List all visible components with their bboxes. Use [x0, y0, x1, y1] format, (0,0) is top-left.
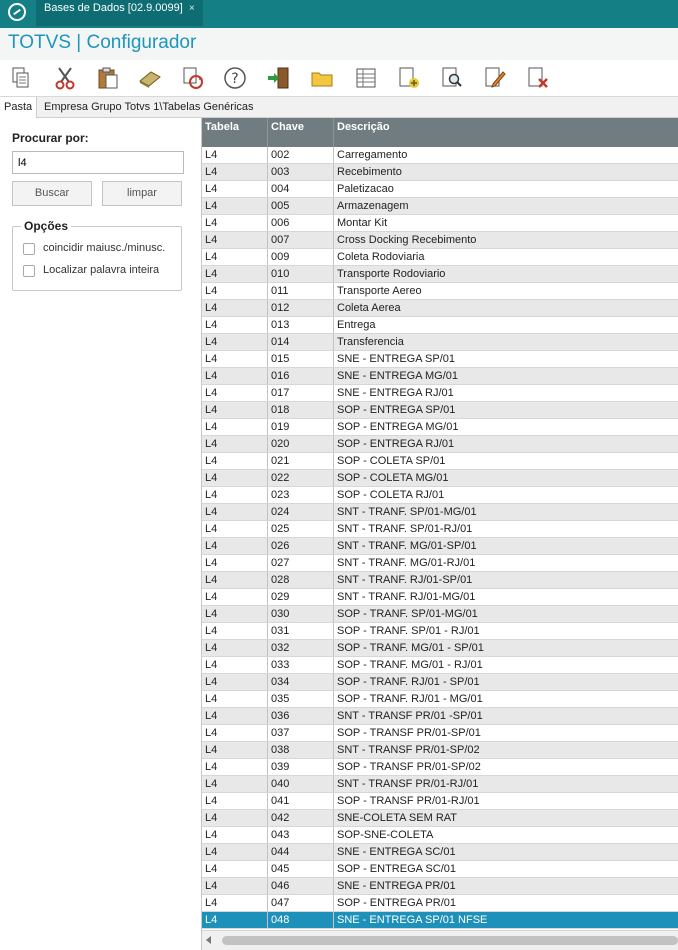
cell-chave: 036 [268, 708, 334, 724]
table-row[interactable] [202, 555, 678, 572]
cell-chave: 010 [268, 266, 334, 282]
match-case-label: coincidir maiusc./minusc. [43, 242, 166, 254]
cell-chave: 019 [268, 419, 334, 435]
cell-descricao: SOP - TRANF. RJ/01 - MG/01 [337, 693, 483, 705]
table-row[interactable] [202, 521, 678, 538]
cell-descricao: SNT - TRANF. MG/01-RJ/01 [337, 557, 476, 569]
tab-bases-de-dados[interactable] [36, 0, 203, 26]
cell-descricao: SNT - TRANSF PR/01-RJ/01 [337, 778, 479, 790]
search-input[interactable] [12, 151, 184, 174]
cell-tabela: L4 [202, 895, 268, 911]
cell-chave: 038 [268, 742, 334, 758]
cell-descricao: SOP - TRANF. SP/01 - RJ/01 [337, 625, 480, 637]
cell-tabela: L4 [202, 640, 268, 656]
cell-descricao: SOP - TRANSF PR/01-SP/02 [337, 761, 481, 773]
table-row[interactable] [202, 351, 678, 368]
cell-tabela: L4 [202, 453, 268, 469]
cell-tabela: L4 [202, 368, 268, 384]
cell-tabela: L4 [202, 521, 268, 537]
cell-descricao: SOP - TRANF. MG/01 - RJ/01 [337, 659, 483, 671]
cell-tabela: L4 [202, 708, 268, 724]
table-row[interactable] [202, 470, 678, 487]
cell-descricao: SOP - COLETA MG/01 [337, 472, 449, 484]
cell-chave: 033 [268, 657, 334, 673]
table-row[interactable] [202, 895, 678, 912]
table-row[interactable] [202, 402, 678, 419]
table-row[interactable] [202, 249, 678, 266]
table-row[interactable] [202, 912, 678, 929]
cell-chave: 003 [268, 164, 334, 180]
cell-chave: 013 [268, 317, 334, 333]
cell-tabela: L4 [202, 249, 268, 265]
cell-chave: 021 [268, 453, 334, 469]
cell-descricao: SOP - TRANSF PR/01-RJ/01 [337, 795, 480, 807]
cell-chave: 040 [268, 776, 334, 792]
table-row[interactable] [202, 385, 678, 402]
cell-chave: 018 [268, 402, 334, 418]
cell-descricao: Montar Kit [337, 217, 388, 229]
cell-chave: 011 [268, 283, 334, 299]
cell-tabela: L4 [202, 572, 268, 588]
cell-descricao: SNT - TRANF. SP/01-RJ/01 [337, 523, 473, 535]
cell-chave: 002 [268, 147, 334, 163]
cell-tabela: L4 [202, 691, 268, 707]
cell-chave: 025 [268, 521, 334, 537]
table-row[interactable] [202, 419, 678, 436]
cell-chave: 048 [268, 912, 334, 928]
cell-chave: 023 [268, 487, 334, 503]
tab-pasta[interactable]: Pasta [0, 97, 37, 118]
table-row[interactable] [202, 147, 678, 164]
cell-descricao: SNT - TRANF. RJ/01-MG/01 [337, 591, 476, 603]
table-row[interactable] [202, 334, 678, 351]
cell-chave: 009 [268, 249, 334, 265]
cell-tabela: L4 [202, 504, 268, 520]
table-row[interactable] [202, 300, 678, 317]
grid-body [202, 147, 678, 929]
toolbar [0, 60, 678, 96]
table-row[interactable] [202, 691, 678, 708]
whole-word-checkbox[interactable] [23, 264, 183, 278]
cell-tabela: L4 [202, 878, 268, 894]
cell-descricao: SNT - TRANF. MG/01-SP/01 [337, 540, 477, 552]
cell-chave: 047 [268, 895, 334, 911]
table-row[interactable] [202, 810, 678, 827]
cell-descricao: SNT - TRANF. RJ/01-SP/01 [337, 574, 473, 586]
table-row[interactable] [202, 487, 678, 504]
table-row[interactable] [202, 283, 678, 300]
cell-chave: 007 [268, 232, 334, 248]
cell-descricao: SOP - TRANF. MG/01 - SP/01 [337, 642, 484, 654]
cell-tabela: L4 [202, 266, 268, 282]
scroll-thumb[interactable] [222, 936, 678, 945]
column-header-tabela[interactable]: Tabela [202, 118, 268, 147]
cell-chave: 032 [268, 640, 334, 656]
grid-header [202, 118, 678, 147]
cell-tabela: L4 [202, 436, 268, 452]
cell-descricao: SNT - TRANSF PR/01 -SP/01 [337, 710, 483, 722]
cell-descricao: SOP - ENTREGA RJ/01 [337, 438, 455, 450]
table-row[interactable] [202, 436, 678, 453]
cell-descricao: Paletizacao [337, 183, 394, 195]
cell-descricao: SOP - COLETA RJ/01 [337, 489, 445, 501]
cell-descricao: SOP - TRANF. SP/01-MG/01 [337, 608, 478, 620]
cell-chave: 006 [268, 215, 334, 231]
cell-tabela: L4 [202, 861, 268, 877]
totvs-logo-icon [8, 3, 26, 21]
cell-descricao: Transporte Aereo [337, 285, 422, 297]
table-row[interactable] [202, 759, 678, 776]
cell-tabela: L4 [202, 674, 268, 690]
cell-tabela: L4 [202, 351, 268, 367]
cell-descricao: SNE - ENTREGA PR/01 [337, 880, 456, 892]
cell-tabela: L4 [202, 589, 268, 605]
table-row[interactable] [202, 844, 678, 861]
copy-icon[interactable] [8, 65, 34, 91]
cell-chave: 031 [268, 623, 334, 639]
table-row[interactable] [202, 453, 678, 470]
table-row[interactable] [202, 742, 678, 759]
buscar-button[interactable]: Buscar [12, 181, 92, 206]
table-row[interactable] [202, 793, 678, 810]
whole-word-label: Localizar palavra inteira [43, 264, 160, 276]
cell-tabela: L4 [202, 827, 268, 843]
scroll-left-icon[interactable] [206, 936, 211, 944]
cell-chave: 014 [268, 334, 334, 350]
cell-descricao: SNE-COLETA SEM RAT [337, 812, 458, 824]
cell-tabela: L4 [202, 606, 268, 622]
eraser-icon[interactable] [137, 65, 163, 91]
view-record-icon[interactable] [439, 65, 465, 91]
table-row[interactable] [202, 708, 678, 725]
cell-descricao: SNE - ENTREGA SP/01 NFSE [337, 914, 488, 926]
cell-tabela: L4 [202, 759, 268, 775]
match-case-checkbox[interactable] [23, 242, 183, 256]
cell-chave: 028 [268, 572, 334, 588]
cell-descricao: Cross Docking Recebimento [337, 234, 477, 246]
table-row[interactable] [202, 657, 678, 674]
cell-descricao: SOP - ENTREGA SP/01 [337, 404, 456, 416]
horizontal-scrollbar[interactable] [202, 930, 678, 950]
new-record-icon[interactable] [396, 65, 422, 91]
cell-chave: 022 [268, 470, 334, 486]
search-label: Procurar por: [12, 131, 89, 145]
cell-chave: 041 [268, 793, 334, 809]
cell-tabela: L4 [202, 283, 268, 299]
table-row[interactable] [202, 674, 678, 691]
cell-tabela: L4 [202, 776, 268, 792]
title-bar [0, 0, 678, 28]
cell-chave: 016 [268, 368, 334, 384]
cell-descricao: Coleta Aerea [337, 302, 401, 314]
cell-chave: 005 [268, 198, 334, 214]
cell-chave: 029 [268, 589, 334, 605]
cell-tabela: L4 [202, 725, 268, 741]
cell-chave: 039 [268, 759, 334, 775]
cell-tabela: L4 [202, 232, 268, 248]
opcoes-title: Opções [21, 219, 71, 233]
cell-tabela: L4 [202, 198, 268, 214]
cell-chave: 017 [268, 385, 334, 401]
cell-tabela: L4 [202, 844, 268, 860]
cell-chave: 024 [268, 504, 334, 520]
checkbox-box[interactable] [23, 243, 35, 255]
cell-chave: 015 [268, 351, 334, 367]
table-row[interactable] [202, 198, 678, 215]
cell-tabela: L4 [202, 470, 268, 486]
table-row[interactable] [202, 368, 678, 385]
cell-descricao: SNE - ENTREGA SP/01 [337, 353, 455, 365]
cell-descricao: Carregamento [337, 149, 408, 161]
cell-chave: 034 [268, 674, 334, 690]
svg-text:?: ? [231, 71, 239, 87]
table-row[interactable] [202, 640, 678, 657]
cell-descricao: Armazenagem [337, 200, 409, 212]
table-row[interactable] [202, 589, 678, 606]
exit-icon[interactable] [266, 65, 292, 91]
table-row[interactable] [202, 572, 678, 589]
cell-descricao: Coleta Rodoviaria [337, 251, 425, 263]
column-header-chave[interactable]: Chave [268, 118, 334, 147]
cell-descricao: SOP - TRANSF PR/01-SP/01 [337, 727, 481, 739]
cell-descricao: SNT - TRANF. SP/01-MG/01 [337, 506, 477, 518]
cell-chave: 042 [268, 810, 334, 826]
cell-chave: 045 [268, 861, 334, 877]
cell-descricao: Recebimento [337, 166, 402, 178]
table-row[interactable] [202, 878, 678, 895]
tab-label: Bases de Dados [02.9.0099] [44, 2, 183, 14]
results-grid [202, 118, 678, 930]
cell-descricao: SOP - COLETA SP/01 [337, 455, 446, 467]
cell-tabela: L4 [202, 657, 268, 673]
cell-tabela: L4 [202, 419, 268, 435]
column-header-descricao[interactable]: Descrição [337, 121, 390, 133]
cell-tabela: L4 [202, 385, 268, 401]
table-row[interactable] [202, 776, 678, 793]
cell-descricao: Entrega [337, 319, 376, 331]
table-row[interactable] [202, 538, 678, 555]
table-row[interactable] [202, 164, 678, 181]
table-row[interactable] [202, 725, 678, 742]
cell-descricao: SOP - TRANF. RJ/01 - SP/01 [337, 676, 480, 688]
edit-record-icon[interactable] [482, 65, 508, 91]
cell-tabela: L4 [202, 623, 268, 639]
refresh-icon[interactable] [180, 65, 206, 91]
cell-chave: 044 [268, 844, 334, 860]
table-row[interactable] [202, 317, 678, 334]
folder-icon[interactable] [309, 65, 335, 91]
cell-tabela: L4 [202, 147, 268, 163]
cell-descricao: SOP - ENTREGA MG/01 [337, 421, 459, 433]
cell-chave: 012 [268, 300, 334, 316]
app-header [0, 28, 678, 60]
cell-tabela: L4 [202, 402, 268, 418]
cell-tabela: L4 [202, 538, 268, 554]
cell-tabela: L4 [202, 215, 268, 231]
table-row[interactable] [202, 504, 678, 521]
opcoes-group [12, 219, 182, 291]
cell-chave: 046 [268, 878, 334, 894]
table-icon[interactable] [353, 65, 379, 91]
cell-descricao: Transporte Rodoviario [337, 268, 446, 280]
cell-tabela: L4 [202, 181, 268, 197]
cell-chave: 004 [268, 181, 334, 197]
cell-tabela: L4 [202, 912, 268, 928]
cell-descricao: SOP - ENTREGA SC/01 [337, 863, 457, 875]
cut-icon[interactable] [52, 65, 78, 91]
cell-tabela: L4 [202, 317, 268, 333]
cell-descricao: SOP-SNE-COLETA [337, 829, 434, 841]
cell-tabela: L4 [202, 334, 268, 350]
limpar-button[interactable]: limpar [102, 181, 182, 206]
table-row[interactable] [202, 623, 678, 640]
help-icon[interactable] [222, 65, 248, 91]
close-icon[interactable]: × [188, 3, 195, 14]
table-row[interactable] [202, 232, 678, 249]
table-row[interactable] [202, 861, 678, 878]
cell-chave: 037 [268, 725, 334, 741]
cell-tabela: L4 [202, 742, 268, 758]
cell-tabela: L4 [202, 555, 268, 571]
breadcrumb-path: Empresa Grupo Totvs 1\Tabelas Genéricas [44, 101, 254, 113]
cell-descricao: SNT - TRANSF PR/01-SP/02 [337, 744, 480, 756]
table-row[interactable] [202, 606, 678, 623]
table-row[interactable] [202, 827, 678, 844]
cell-descricao: Transferencia [337, 336, 404, 348]
paste-icon[interactable] [95, 65, 121, 91]
table-row[interactable] [202, 215, 678, 232]
cell-chave: 035 [268, 691, 334, 707]
delete-record-icon[interactable] [525, 65, 551, 91]
table-row[interactable] [202, 181, 678, 198]
app-title: TOTVS | Configurador [8, 32, 197, 53]
cell-chave: 043 [268, 827, 334, 843]
search-panel [0, 118, 202, 950]
table-row[interactable] [202, 266, 678, 283]
cell-tabela: L4 [202, 164, 268, 180]
cell-tabela: L4 [202, 793, 268, 809]
cell-tabela: L4 [202, 300, 268, 316]
cell-descricao: SNE - ENTREGA SC/01 [337, 846, 456, 858]
checkbox-box[interactable] [23, 265, 35, 277]
cell-descricao: SNE - ENTREGA RJ/01 [337, 387, 454, 399]
cell-chave: 026 [268, 538, 334, 554]
cell-chave: 020 [268, 436, 334, 452]
cell-descricao: SNE - ENTREGA MG/01 [337, 370, 459, 382]
breadcrumb [0, 96, 678, 118]
cell-tabela: L4 [202, 810, 268, 826]
cell-descricao: SOP - ENTREGA PR/01 [337, 897, 457, 909]
cell-chave: 027 [268, 555, 334, 571]
cell-chave: 030 [268, 606, 334, 622]
cell-tabela: L4 [202, 487, 268, 503]
